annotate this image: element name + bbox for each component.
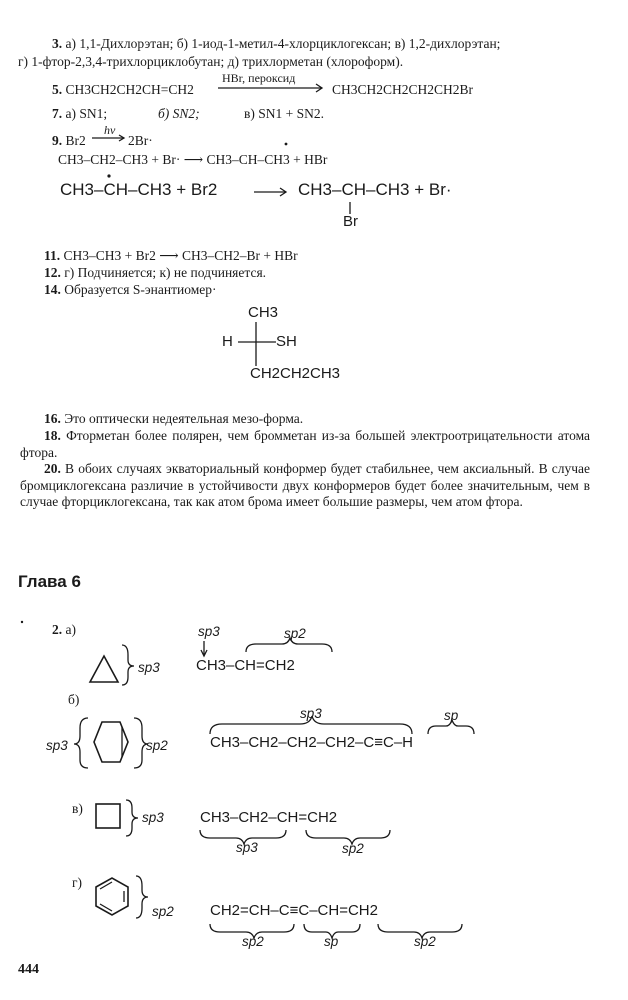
c-ring-sp3: sp3 bbox=[142, 810, 164, 825]
radical-dot-2 bbox=[107, 174, 110, 177]
answer-5-condition: HBr, пероксид bbox=[222, 71, 296, 85]
fischer-bottom: CH2CH2CH3 bbox=[250, 365, 341, 382]
answer-9-2br: 2Br· bbox=[128, 133, 153, 148]
d-chain-sp2-left: sp2 bbox=[242, 934, 264, 949]
answer-number: 12. bbox=[44, 265, 61, 280]
d-chain: CH2=CH–C≡C–CH=CH2 bbox=[210, 902, 378, 919]
answer-number: 5. bbox=[52, 82, 63, 97]
brace-a bbox=[122, 645, 134, 685]
b-ring-sp2: sp2 bbox=[146, 738, 168, 753]
a-chain-sp2: sp2 bbox=[284, 626, 306, 641]
overbrace-a bbox=[246, 638, 332, 652]
a-ring-sp3: sp3 bbox=[138, 660, 160, 675]
cyclopropane-ring bbox=[90, 656, 118, 682]
answer-12-text: г) Подчиняется; к) не подчиняется. bbox=[64, 265, 267, 280]
d-chain-sp2-right: sp2 bbox=[414, 934, 436, 949]
part-a-label: а) bbox=[65, 622, 76, 637]
answer-9-hv: hν bbox=[104, 123, 116, 137]
part-c-label: в) bbox=[72, 801, 83, 816]
part-b-label: б) bbox=[68, 692, 80, 707]
fischer-top: CH3 bbox=[248, 304, 279, 321]
speck bbox=[21, 621, 23, 623]
brace-c bbox=[126, 800, 138, 836]
answer-7-a: а) SN1; bbox=[65, 106, 108, 121]
brace-d bbox=[136, 876, 148, 918]
underbrace-d-right bbox=[378, 924, 462, 938]
answer-9-step3-left: CH3–CH–CH3 + Br2 bbox=[60, 180, 218, 199]
answer-11-text: CH3–CH3 + Br2 ⟶ CH3–CH2–Br + HBr bbox=[63, 248, 298, 263]
overbrace-b-sp3 bbox=[210, 716, 412, 734]
page-number: 444 bbox=[18, 962, 39, 977]
benzene-ring bbox=[96, 878, 128, 915]
cyclohexene-ring bbox=[94, 722, 128, 762]
brace-b-left bbox=[74, 718, 88, 768]
answer-5-reactant: CH3CH2CH2CH=CH2 bbox=[65, 82, 194, 97]
a-chain: CH3–CH=CH2 bbox=[196, 657, 295, 674]
underbrace-d-mid bbox=[304, 924, 360, 938]
d-ring-sp2: sp2 bbox=[152, 904, 174, 919]
answer-number: 3. bbox=[52, 36, 63, 51]
answer-number: 18. bbox=[44, 428, 61, 443]
answer-number: 16. bbox=[44, 411, 61, 426]
answer-20-text: В обоих случаях экваториальный конформер будет стабильнее, чем аксиальный. В случае бромциклогексана различие в устойчивости двух конформеров будет более значительным, чем в случае фторциклогексана, так как атом брома имеет большие размеры, чем атом фтора. bbox=[20, 461, 591, 509]
answer-number: 9. bbox=[52, 133, 63, 148]
c-chain-sp2: sp2 bbox=[342, 841, 364, 856]
overbrace-b-sp bbox=[428, 720, 474, 734]
answer-9-step3-right: CH3–CH–CH3 + Br· bbox=[298, 180, 452, 199]
answer-number: 14. bbox=[44, 282, 61, 297]
b-chain: CH3–CH2–CH2–CH2–C≡C–H bbox=[210, 734, 413, 751]
answer-9-step2: CH3–CH2–CH3 + Br· ⟶ CH3–CH–CH3 + HBr bbox=[58, 152, 328, 167]
a-chain-sp3: sp3 bbox=[198, 624, 220, 639]
radical-dot-1 bbox=[285, 143, 288, 146]
cyclobutane-ring bbox=[96, 804, 120, 828]
b-ring-sp3: sp3 bbox=[46, 738, 68, 753]
answer-number: 7. bbox=[52, 106, 63, 121]
brace-b-right bbox=[134, 718, 148, 768]
underbrace-d-left bbox=[210, 924, 294, 938]
answer-3-line1: а) 1,1-Дихлорэтан; б) 1-иод-1-метил-4-хлорциклогексан; в) 1,2-дихлорэтан; bbox=[65, 36, 501, 51]
c-chain: CH3–CH2–CH=CH2 bbox=[200, 809, 338, 826]
answer-7-b: б) SN2; bbox=[158, 106, 200, 121]
answer-18-text: Фторметан более полярен, чем бромметан из-за большей электроотрицательности атома фтора. bbox=[20, 428, 591, 460]
b-chain-sp: sp bbox=[444, 708, 459, 723]
underbrace-c-sp3 bbox=[200, 830, 286, 844]
answer-number: 11. bbox=[44, 248, 61, 263]
fischer-left: H bbox=[222, 333, 233, 350]
part-d-label: г) bbox=[72, 875, 83, 890]
answer-3-line2: г) 1-фтор-2,3,4-трихлорциклобутан; д) трихлорметан (хлороформ). bbox=[18, 54, 404, 69]
answer-14-text: Образуется S-энантиомер· bbox=[64, 282, 217, 297]
question-number: 2. bbox=[52, 622, 63, 637]
answer-9-br2: Br2 bbox=[65, 133, 86, 148]
answer-9-step3-br: Br bbox=[343, 213, 358, 230]
answer-number: 20. bbox=[44, 461, 61, 476]
chapter-heading: Глава 6 bbox=[18, 572, 81, 591]
answer-5-product: CH3CH2CH2CH2CH2Br bbox=[332, 82, 474, 97]
b-chain-sp3: sp3 bbox=[300, 706, 322, 721]
fischer-right: SH bbox=[276, 333, 297, 350]
answer-7-c: в) SN1 + SN2. bbox=[244, 106, 324, 121]
answer-16-text: Это оптически недеятельная мезо-форма. bbox=[64, 411, 304, 426]
c-chain-sp3: sp3 bbox=[236, 840, 258, 855]
underbrace-c-sp2 bbox=[306, 830, 390, 844]
d-chain-sp: sp bbox=[324, 934, 339, 949]
